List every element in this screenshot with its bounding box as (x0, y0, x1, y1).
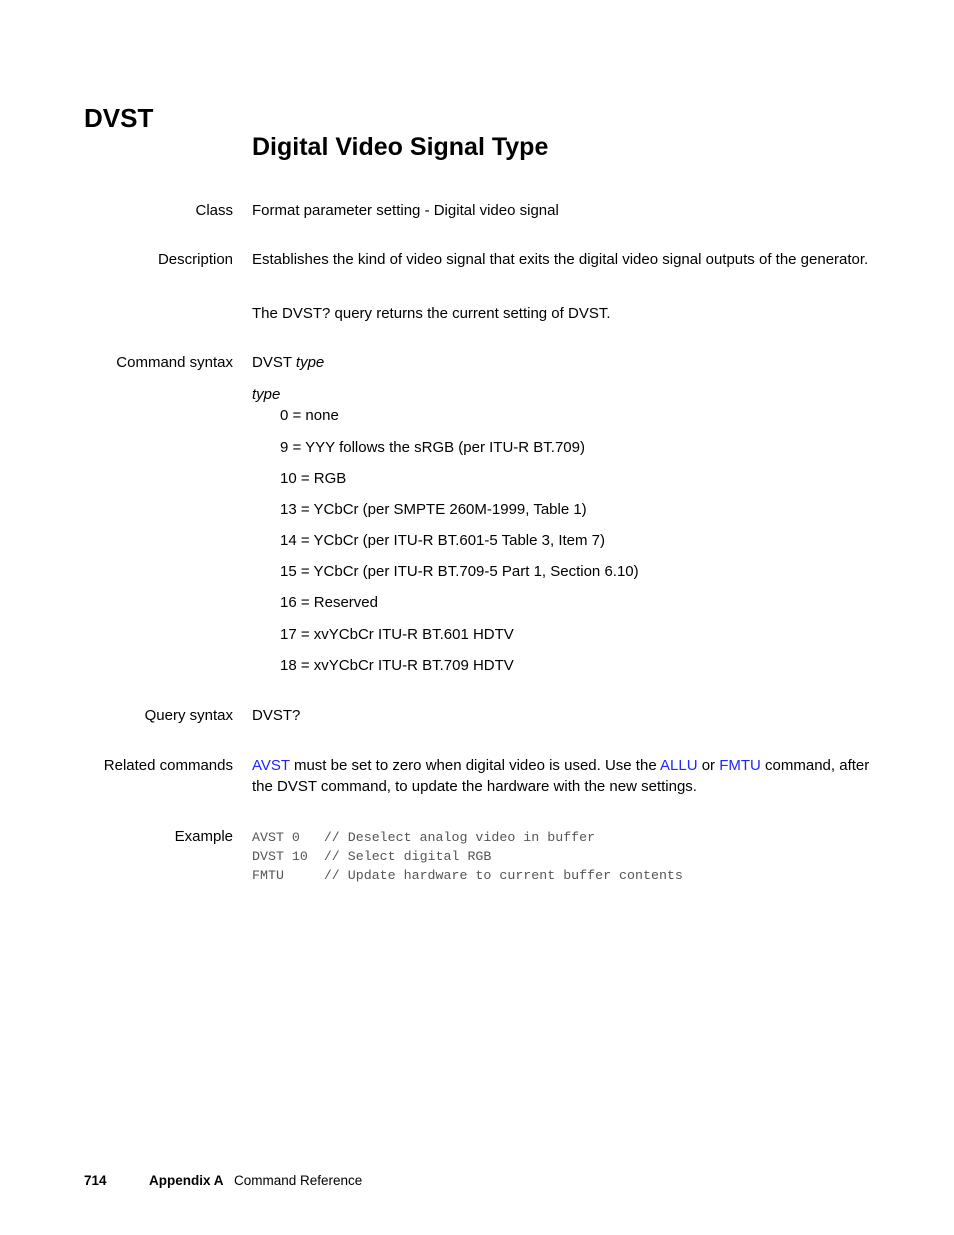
description-label: Description (157, 251, 233, 268)
param-value-10: 10 = RGB (280, 470, 347, 487)
example-code-line-2: DVST 10 // Select digital RGB (252, 849, 492, 864)
page-number: 714 (84, 1173, 107, 1188)
related-text-1: must be set to zero when digital video is used. Use the (289, 757, 660, 774)
param-value-18: 18 = xvYCbCr ITU-R BT.709 HDTV (280, 657, 514, 674)
fmtu-link[interactable]: FMTU (719, 757, 761, 774)
related-commands-text (252, 755, 872, 797)
param-value-16: 16 = Reserved (280, 594, 378, 611)
syntax-command: DVST (252, 354, 292, 371)
description-paragraph-1: Establishes the kind of video signal that exits the digital video signal outputs of the generator. (252, 251, 869, 268)
related-commands-label: Related commands (103, 757, 233, 774)
class-text: Format parameter setting - Digital video signal (252, 202, 559, 219)
param-value-14: 14 = YCbCr (per ITU-R BT.601-5 Table 3, Item 7) (280, 532, 605, 549)
class-label: Class (195, 202, 233, 219)
footer-appendix: Appendix A (149, 1173, 224, 1188)
example-label: Example (174, 828, 233, 845)
param-value-9: 9 = YYY follows the sRGB (per ITU-R BT.709) (280, 439, 585, 456)
param-heading: type (252, 386, 281, 403)
param-value-15: 15 = YCbCr (per ITU-R BT.709-5 Part 1, Section 6.10) (280, 563, 639, 580)
param-value-17: 17 = xvYCbCr ITU-R BT.601 HDTV (280, 626, 514, 643)
related-text-2: or (697, 757, 720, 774)
param-value-0: 0 = none (280, 407, 339, 424)
param-value-13: 13 = YCbCr (per SMPTE 260M-1999, Table 1) (280, 501, 587, 518)
command-syntax-line (252, 352, 872, 373)
syntax-param: type (295, 354, 325, 371)
allu-link[interactable]: ALLU (660, 757, 698, 774)
footer-section-title: Command Reference (234, 1173, 363, 1188)
command-name: DVST (84, 103, 154, 133)
query-syntax-text: DVST? (252, 707, 301, 724)
example-code-line-3: FMTU // Update hardware to current buffer contents (252, 868, 683, 883)
related-text-3: command, after the DVST command, to update the hardware with the new settings. (252, 757, 870, 795)
example-code-line-1: AVST 0 // Deselect analog video in buffer (252, 830, 596, 845)
command-syntax-label: Command syntax (116, 354, 233, 371)
query-syntax-label: Query syntax (144, 707, 233, 724)
description-paragraph-2: The DVST? query returns the current setting of DVST. (252, 305, 611, 322)
page-title: Digital Video Signal Type (252, 133, 549, 161)
avst-link[interactable]: AVST (252, 757, 290, 774)
